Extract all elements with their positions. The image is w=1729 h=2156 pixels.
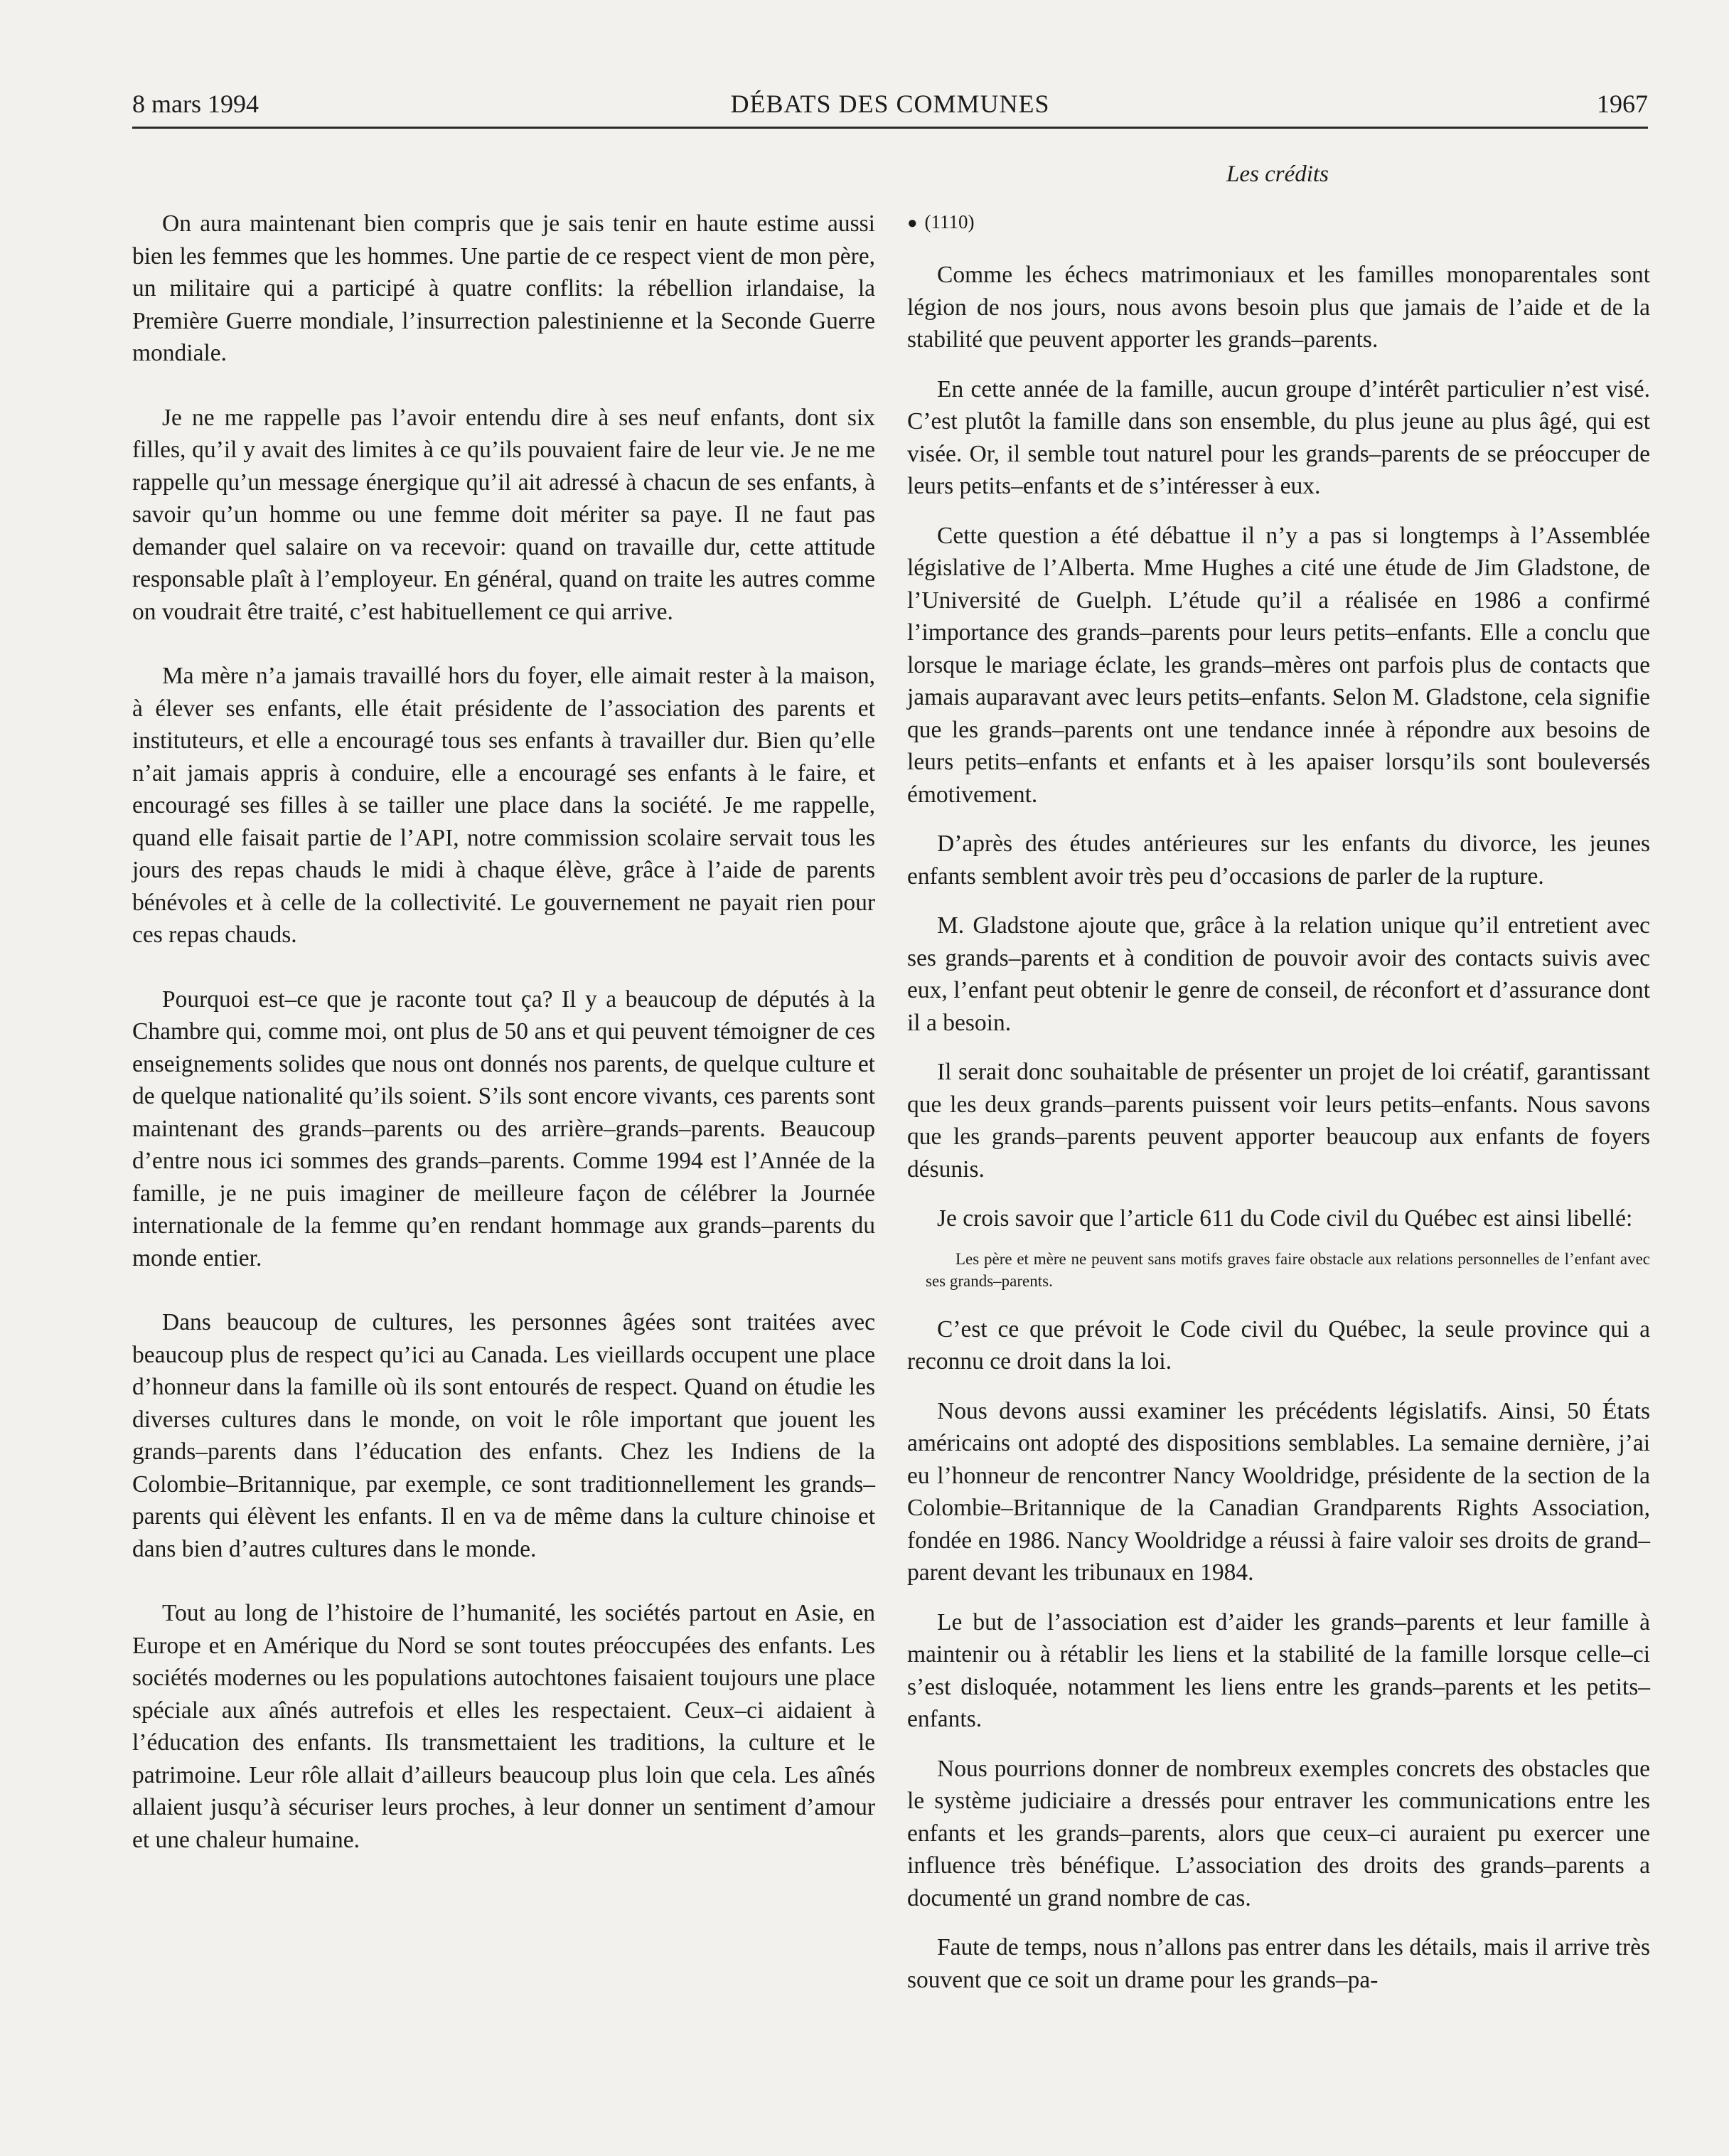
paragraph: D’après des études antérieures sur les enfants du divorce, les jeunes enfants semblent avoir très peu d’occasions de parler de la rupture. (907, 831, 1650, 890)
timestamp: (1110) (924, 211, 975, 233)
page-number: 1967 (1597, 90, 1648, 118)
header-date: 8 mars 1994 (132, 90, 259, 118)
paragraph: Tout au long de l’histoire de l’humanité, les sociétés partout en Asie, en Europe et en Amérique du Nord se sont toutes préoccupées des enfants. Les sociétés modernes ou les populations autochtones faisaient toujours une place spéciale aux aînés autrefois et elles les respectaient. Ceux–ci aidaient à l’éducation des enfants. Ils transmettaient les traditions, la culture et le patrimoine. Leur rôle allait d’ailleurs beaucoup plus loin que cela. Les aînés allaient jusqu’à sécuriser leurs proches, à leur donner un sentiment d’amour et une chaleur humaine. (132, 1600, 875, 1853)
left-column (132, 208, 875, 1888)
paragraph: Pourquoi est–ce que je raconte tout ça? Il y a beaucoup de députés à la Chambre qui, comme moi, ont plus de 50 ans et qui peuvent témoigner de ces enseignements solides que nous ont donnés nos parents, de quelque culture et de quelque nationalité qu’ils soient. S’ils sont encore vivants, ces parents sont maintenant des grands–parents ou des arrière–grands–parents. Beaucoup d’entre nous ici sommes des grands–parents. Comme 1994 est l’Année de la famille, je ne puis imaginer de meilleure façon de célébrer la Journée internationale de la femme qu’en rendant hommage aux grands–parents du monde entier. (132, 986, 875, 1271)
paragraph: Nous pourrions donner de nombreux exemples concrets des obstacles que le système judiciaire a dressés pour entraver les communications entre les enfants et les grands–parents, alors que ceux–ci auraient pu exercer une influence très bénéfique. L’association des droits des grands–parents a documenté un grand nombre de cas. (907, 1755, 1650, 1911)
paragraph: En cette année de la famille, aucun groupe d’intérêt particulier n’est visé. C’est plutôt la famille dans son ensemble, du plus jeune au plus âgé, qui est visée. Or, il semble tout naturel pour les grands–parents de se préoccuper de leurs petits–enfants et de s’intéresser à eux. (907, 375, 1650, 499)
paragraph: Nous devons aussi examiner les précédents législatifs. Ainsi, 50 États américains ont adopté des dispositions semblables. La semaine dernière, j’ai eu l’honneur de rencontrer Nancy Wooldridge, présidente de la section de la Colombie–Britannique de la Canadian Grandparents Rights Association, fondée en 1986. Nancy Wooldridge a réussi à faire valoir ses droits de grand–parent devant les tribunaux en 1984. (907, 1397, 1650, 1586)
paragraph: Il serait donc souhaitable de présenter un projet de loi créatif, garantissant que les deux grands–parents puissent voir leurs petits–enfants. Nous savons que les grands–parents peuvent apporter beaucoup aux enfants de foyers désunis. (907, 1059, 1650, 1183)
section-title: Les crédits (1226, 161, 1329, 187)
header-rule (132, 127, 1648, 129)
timestamp-marker (907, 208, 1650, 238)
paragraph: Faute de temps, nous n’allons pas entrer dans les détails, mais il arrive très souvent que ce soit un drame pour les grands–pa- (907, 1934, 1650, 1993)
paragraph: Ma mère n’a jamais travaillé hors du foyer, elle aimait rester à la maison, à élever ses enfants, elle était présidente de l’association des parents et instituteurs, et elle a encouragé tous ses enfants à travailler dur. Bien qu’elle n’ait jamais appris à conduire, elle a encouragé ses enfants à le faire, et encouragé ses filles à se tailler une place dans la société. Je me rappelle, quand elle faisait partie de l’API, notre commission scolaire servait tous les jours des repas chauds le midi à chaque élève, grâce à l’aide de parents bénévoles et à celle de la collectivité. Le gouvernement ne payait rien pour ces repas chauds. (132, 663, 875, 948)
paragraph: Cette question a été débattue il n’y a pas si longtemps à l’Assemblée législative de l’Alberta. Mme Hughes a cité une étude de Jim Gladstone, de l’Université de Guelph. L’étude qu’il a réalisée en 1986 a confirmé l’importance des grands–parents pour leurs petits–enfants. Elle a conclu que lorsque le mariage éclate, les grands–mères ont parfois plus de contacts que jamais auparavant avec leurs petits–enfants. Selon M. Gladstone, cela signifie que les grands–parents ont une tendance innée à répondre aux besoins de leurs petits–enfants et enfants et à les apaiser lorsqu’ils sont bouleversés émotivement. (907, 522, 1650, 808)
header-title: DÉBATS DES COMMUNES (730, 90, 1050, 118)
paragraph: Je ne me rappelle pas l’avoir entendu dire à ses neuf enfants, dont six filles, qu’il y avait des limites à ce qu’ils pouvaient faire de leur vie. Je ne me rappelle qu’un message énergique qu’il ait adressé à chacun de ses enfants, à savoir qu’un homme ou une femme doit mériter sa paye. Il ne faut pas demander quel salaire on va recevoir: quand on travaille dur, cette attitude responsable plaît à l’employeur. En général, quand on traite les autres comme on voudrait être traité, c’est habituellement ce qui arrive. (132, 404, 875, 625)
paragraph: Comme les échecs matrimoniaux et les familles monoparentales sont légion de nos jours, nous avons besoin plus que jamais de l’aide et de la stabilité que peuvent apporter les grands–parents. (907, 262, 1650, 353)
page-header (132, 82, 1648, 125)
paragraph: M. Gladstone ajoute que, grâce à la relation unique qu’il entretient avec ses grands–parents et à condition de pouvoir avoir des contacts suivis avec eux, l’enfant peut obtenir le genre de conseil, de réconfort et d’assurance dont il a besoin. (907, 912, 1650, 1036)
paragraph: On aura maintenant bien compris que je sais tenir en haute estime aussi bien les femmes que les hommes. Une partie de ce respect vient de mon père, un militaire qui a participé à quatre conflits: la rébellion irlandaise, la Première Guerre mondiale, l’insurrection palestinienne et la Seconde Guerre mondiale. (132, 210, 875, 366)
paragraph: C’est ce que prévoit le Code civil du Québec, la seule province qui a reconnu ce droit dans la loi. (907, 1316, 1650, 1375)
paragraph: Le but de l’association est d’aider les grands–parents et leur famille à maintenir ou à rétablir les liens et la stabilité de la famille lorsque celle–ci s’est disloquée, notamment les liens entre les grands–parents et les petits–enfants. (907, 1608, 1650, 1732)
legal-quote: Les père et mère ne peuvent sans motifs graves faire obstacle aux relations personnelles de l’enfant avec ses grands–parents. (926, 1249, 1650, 1290)
paragraph: Je crois savoir que l’article 611 du Code civil du Québec est ainsi libellé: (937, 1205, 1633, 1232)
right-column (907, 208, 1650, 2013)
paragraph: Dans beaucoup de cultures, les personnes âgées sont traitées avec beaucoup plus de respect qu’ici au Canada. Les vieillards occupent une place d’honneur dans la famille où ils sont entourés de respect. Quand on étudie les diverses cultures dans le monde, on voit le rôle important que jouent les grands–parents dans l’éducation des enfants. Chez les Indiens de la Colombie–Britannique, par exemple, ce sont traditionnellement les grands–parents qui élèvent les enfants. Il en va de même dans la culture chinoise et dans bien d’autres cultures dans le monde. (132, 1309, 875, 1562)
bullet-icon: ● (907, 214, 918, 233)
